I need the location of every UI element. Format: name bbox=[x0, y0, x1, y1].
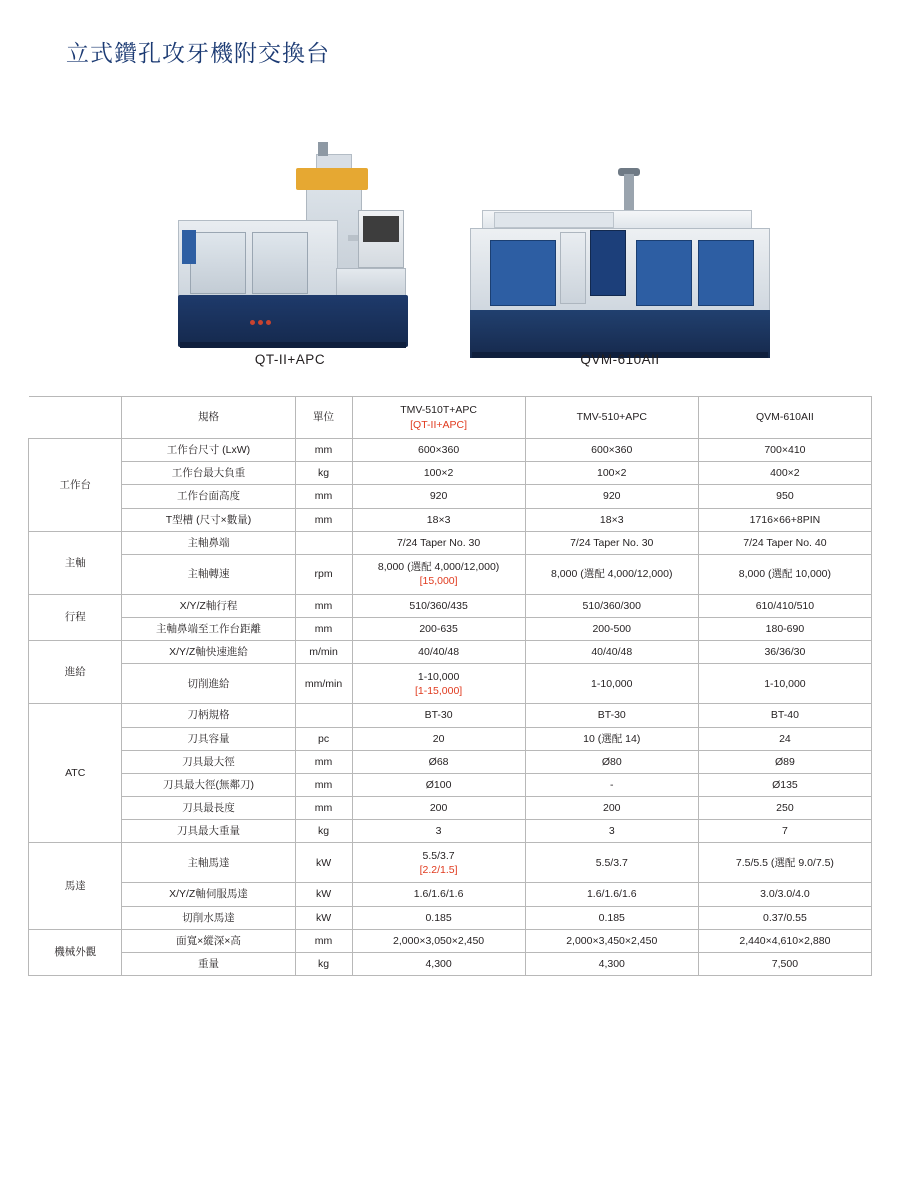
spec-item-label: 刀具最大徑 bbox=[122, 750, 295, 773]
header-model-2: TMV-510+APC bbox=[525, 397, 698, 439]
table-row bbox=[29, 594, 872, 617]
spec-value-model-2: 1-10,000 bbox=[525, 664, 698, 704]
table-row bbox=[29, 462, 872, 485]
spec-unit: mm bbox=[295, 439, 352, 462]
spec-item-label: 工作台面高度 bbox=[122, 485, 295, 508]
spec-value-model-2: 10 (選配 14) bbox=[525, 727, 698, 750]
spec-unit: kg bbox=[295, 820, 352, 843]
spec-value-model-2: 7/24 Taper No. 30 bbox=[525, 531, 698, 554]
control-panel-screen bbox=[363, 216, 399, 242]
spec-value-model-3: 7,500 bbox=[698, 952, 871, 975]
spec-item-label: 刀柄規格 bbox=[122, 704, 295, 727]
spec-unit: mm bbox=[295, 594, 352, 617]
spec-value-model-3: 7.5/5.5 (選配 9.0/7.5) bbox=[698, 843, 871, 883]
spec-value-model-3: 3.0/3.0/4.0 bbox=[698, 883, 871, 906]
spec-item-label: 切削進給 bbox=[122, 664, 295, 704]
spec-value-model-3: 24 bbox=[698, 727, 871, 750]
spec-value-model-2: 200 bbox=[525, 797, 698, 820]
spec-value-model-1: Ø100 bbox=[352, 773, 525, 796]
control-panel bbox=[590, 230, 626, 296]
spec-value-model-1: 7/24 Taper No. 30 bbox=[352, 531, 525, 554]
spec-value-model-3: 7/24 Taper No. 40 bbox=[698, 531, 871, 554]
spec-value-model-1: 0.185 bbox=[352, 906, 525, 929]
spec-value-model-1: Ø68 bbox=[352, 750, 525, 773]
spec-unit: mm bbox=[295, 773, 352, 796]
table-row bbox=[29, 883, 872, 906]
table-row bbox=[29, 952, 872, 975]
spec-value-model-1: 1.6/1.6/1.6 bbox=[352, 883, 525, 906]
spec-unit: mm bbox=[295, 750, 352, 773]
group-label-3: 行程 bbox=[29, 594, 122, 640]
spec-unit: mm/min bbox=[295, 664, 352, 704]
table-row bbox=[29, 618, 872, 641]
spec-item-label: 主軸鼻端至工作台距離 bbox=[122, 618, 295, 641]
spec-value-model-2: 4,300 bbox=[525, 952, 698, 975]
spec-value-model-1: BT-30 bbox=[352, 704, 525, 727]
spec-value-model-1: 200-635 bbox=[352, 618, 525, 641]
spec-item-label: 主軸鼻端 bbox=[122, 531, 295, 554]
spec-unit: kW bbox=[295, 843, 352, 883]
group-label-2: 主軸 bbox=[29, 531, 122, 594]
table-row bbox=[29, 929, 872, 952]
spec-unit: mm bbox=[295, 508, 352, 531]
spec-item-label: 主軸馬達 bbox=[122, 843, 295, 883]
machine-photo-qvm-610aii bbox=[450, 80, 790, 380]
spec-value-model-3: 2,440×4,610×2,880 bbox=[698, 929, 871, 952]
spec-unit bbox=[295, 531, 352, 554]
spec-unit: pc bbox=[295, 727, 352, 750]
spec-value-model-2: 8,000 (選配 4,000/12,000) bbox=[525, 554, 698, 594]
spec-unit: kW bbox=[295, 883, 352, 906]
group-label-4: 進給 bbox=[29, 641, 122, 704]
table-row bbox=[29, 750, 872, 773]
spec-value-model-2: 0.185 bbox=[525, 906, 698, 929]
specification-table bbox=[28, 396, 872, 976]
table-row bbox=[29, 820, 872, 843]
spec-value-model-1: 2,000×3,050×2,450 bbox=[352, 929, 525, 952]
spec-value-model-2: 5.5/3.7 bbox=[525, 843, 698, 883]
table-row bbox=[29, 439, 872, 462]
table-row bbox=[29, 727, 872, 750]
machine-foot bbox=[180, 342, 406, 348]
spec-value-model-1: 18×3 bbox=[352, 508, 525, 531]
spec-value-model-2: 1.6/1.6/1.6 bbox=[525, 883, 698, 906]
spec-item-label: 主軸轉速 bbox=[122, 554, 295, 594]
spec-unit: mm bbox=[295, 618, 352, 641]
spec-value-model-3: Ø135 bbox=[698, 773, 871, 796]
spec-value-model-2: Ø80 bbox=[525, 750, 698, 773]
spec-item-label: 切削水馬達 bbox=[122, 906, 295, 929]
header-model-1: TMV-510T+APC [QT-II+APC] bbox=[352, 397, 525, 439]
spec-value-model-3: 36/36/30 bbox=[698, 641, 871, 664]
machine-door-left bbox=[490, 240, 556, 306]
spec-value-model-2: 600×360 bbox=[525, 439, 698, 462]
machine-head-cover bbox=[296, 168, 368, 190]
spec-value-model-3: 250 bbox=[698, 797, 871, 820]
table-row bbox=[29, 906, 872, 929]
spec-value-model-3: 1-10,000 bbox=[698, 664, 871, 704]
table-row bbox=[29, 773, 872, 796]
spec-value-model-1: 4,300 bbox=[352, 952, 525, 975]
spec-value-model-1: 920 bbox=[352, 485, 525, 508]
machine-door-right bbox=[252, 232, 308, 294]
spec-item-label: 工作台最大負重 bbox=[122, 462, 295, 485]
spec-value-model-3: 0.37/0.55 bbox=[698, 906, 871, 929]
spec-value-model-1: 510/360/435 bbox=[352, 594, 525, 617]
spec-item-label: 工作台尺寸 (LxW) bbox=[122, 439, 295, 462]
spec-value-model-1: 3 bbox=[352, 820, 525, 843]
signal-lamp-icon bbox=[318, 142, 328, 156]
spec-unit: rpm bbox=[295, 554, 352, 594]
machine-cabinet bbox=[560, 232, 586, 304]
spec-value-model-3: 950 bbox=[698, 485, 871, 508]
page-title: 立式鑽孔攻牙機附交換台 bbox=[66, 40, 330, 67]
machine-base bbox=[470, 310, 770, 358]
spec-value-model-3: BT-40 bbox=[698, 704, 871, 727]
spec-item-label: X/Y/Z軸快速進給 bbox=[122, 641, 295, 664]
spec-item-label: 重量 bbox=[122, 952, 295, 975]
spec-value-model-3: 180-690 bbox=[698, 618, 871, 641]
spec-item-label: 面寬×縱深×高 bbox=[122, 929, 295, 952]
signal-lamp-icon bbox=[624, 174, 634, 212]
table-row bbox=[29, 664, 872, 704]
spec-value-model-1: 20 bbox=[352, 727, 525, 750]
spec-unit: mm bbox=[295, 797, 352, 820]
spec-value-model-2: - bbox=[525, 773, 698, 796]
spec-value-model-3: 1716×66+8PIN bbox=[698, 508, 871, 531]
machine-door-left bbox=[190, 232, 246, 294]
group-label-1: 工作台 bbox=[29, 439, 122, 532]
spec-item-label: 刀具容量 bbox=[122, 727, 295, 750]
spec-item-label: 刀具最長度 bbox=[122, 797, 295, 820]
spec-value-model-1: 600×360 bbox=[352, 439, 525, 462]
table-row bbox=[29, 641, 872, 664]
table-header-row bbox=[29, 397, 872, 439]
spec-value-model-2: 200-500 bbox=[525, 618, 698, 641]
group-label-5: ATC bbox=[29, 704, 122, 843]
table-row bbox=[29, 797, 872, 820]
spec-value-model-3: 8,000 (選配 10,000) bbox=[698, 554, 871, 594]
spec-item-label: X/Y/Z軸行程 bbox=[122, 594, 295, 617]
spec-value-model-2: 40/40/48 bbox=[525, 641, 698, 664]
spec-value-model-2: 510/360/300 bbox=[525, 594, 698, 617]
spec-item-label: 刀具最大重量 bbox=[122, 820, 295, 843]
machine-photo-qt-ii-apc bbox=[120, 80, 460, 380]
spec-value-model-3: 610/410/510 bbox=[698, 594, 871, 617]
spec-item-label: X/Y/Z軸伺服馬達 bbox=[122, 883, 295, 906]
spec-value-model-1: 40/40/48 bbox=[352, 641, 525, 664]
table-row bbox=[29, 485, 872, 508]
header-item: 規格 bbox=[122, 397, 295, 439]
spec-value-model-2: 100×2 bbox=[525, 462, 698, 485]
machine-window bbox=[182, 230, 196, 264]
spec-item-label: T型槽 (尺寸×數量) bbox=[122, 508, 295, 531]
machine-door-center bbox=[636, 240, 692, 306]
spec-value-model-2: BT-30 bbox=[525, 704, 698, 727]
spec-value-model-2: 18×3 bbox=[525, 508, 698, 531]
indicator-lights-icon bbox=[250, 312, 290, 320]
machine-door-right bbox=[698, 240, 754, 306]
spec-unit: kW bbox=[295, 906, 352, 929]
spec-unit bbox=[295, 704, 352, 727]
spec-value-model-3: 700×410 bbox=[698, 439, 871, 462]
spec-value-model-1: 200 bbox=[352, 797, 525, 820]
product-photos bbox=[0, 80, 900, 380]
table-row bbox=[29, 554, 872, 594]
header-model-3: QVM-610AII bbox=[698, 397, 871, 439]
spec-item-label: 刀具最大徑(無鄰刀) bbox=[122, 773, 295, 796]
spec-value-model-1: 5.5/3.7 [2.2/1.5] bbox=[352, 843, 525, 883]
spec-unit: mm bbox=[295, 485, 352, 508]
spec-value-model-3: Ø89 bbox=[698, 750, 871, 773]
header-unit: 單位 bbox=[295, 397, 352, 439]
spec-unit: mm bbox=[295, 929, 352, 952]
machine-base bbox=[178, 295, 408, 347]
table-row bbox=[29, 704, 872, 727]
spec-value-model-1: 100×2 bbox=[352, 462, 525, 485]
spec-value-model-2: 2,000×3,450×2,450 bbox=[525, 929, 698, 952]
spec-value-model-2: 3 bbox=[525, 820, 698, 843]
group-label-6: 馬達 bbox=[29, 843, 122, 929]
spec-unit: kg bbox=[295, 952, 352, 975]
table-row bbox=[29, 843, 872, 883]
spec-value-model-3: 7 bbox=[698, 820, 871, 843]
spec-unit: kg bbox=[295, 462, 352, 485]
spec-value-model-1: 1-10,000 [1-15,000] bbox=[352, 664, 525, 704]
header-group bbox=[29, 397, 122, 439]
table-row bbox=[29, 508, 872, 531]
spec-unit: m/min bbox=[295, 641, 352, 664]
machine-hatch bbox=[494, 212, 614, 228]
spec-value-model-3: 400×2 bbox=[698, 462, 871, 485]
photo-caption: QT-II+APC bbox=[254, 352, 326, 367]
photo-caption: QVM-610AII bbox=[580, 352, 660, 367]
spec-value-model-1: 8,000 (選配 4,000/12,000) [15,000] bbox=[352, 554, 525, 594]
table-row bbox=[29, 531, 872, 554]
spec-value-model-2: 920 bbox=[525, 485, 698, 508]
group-label-7: 機械外觀 bbox=[29, 929, 122, 975]
